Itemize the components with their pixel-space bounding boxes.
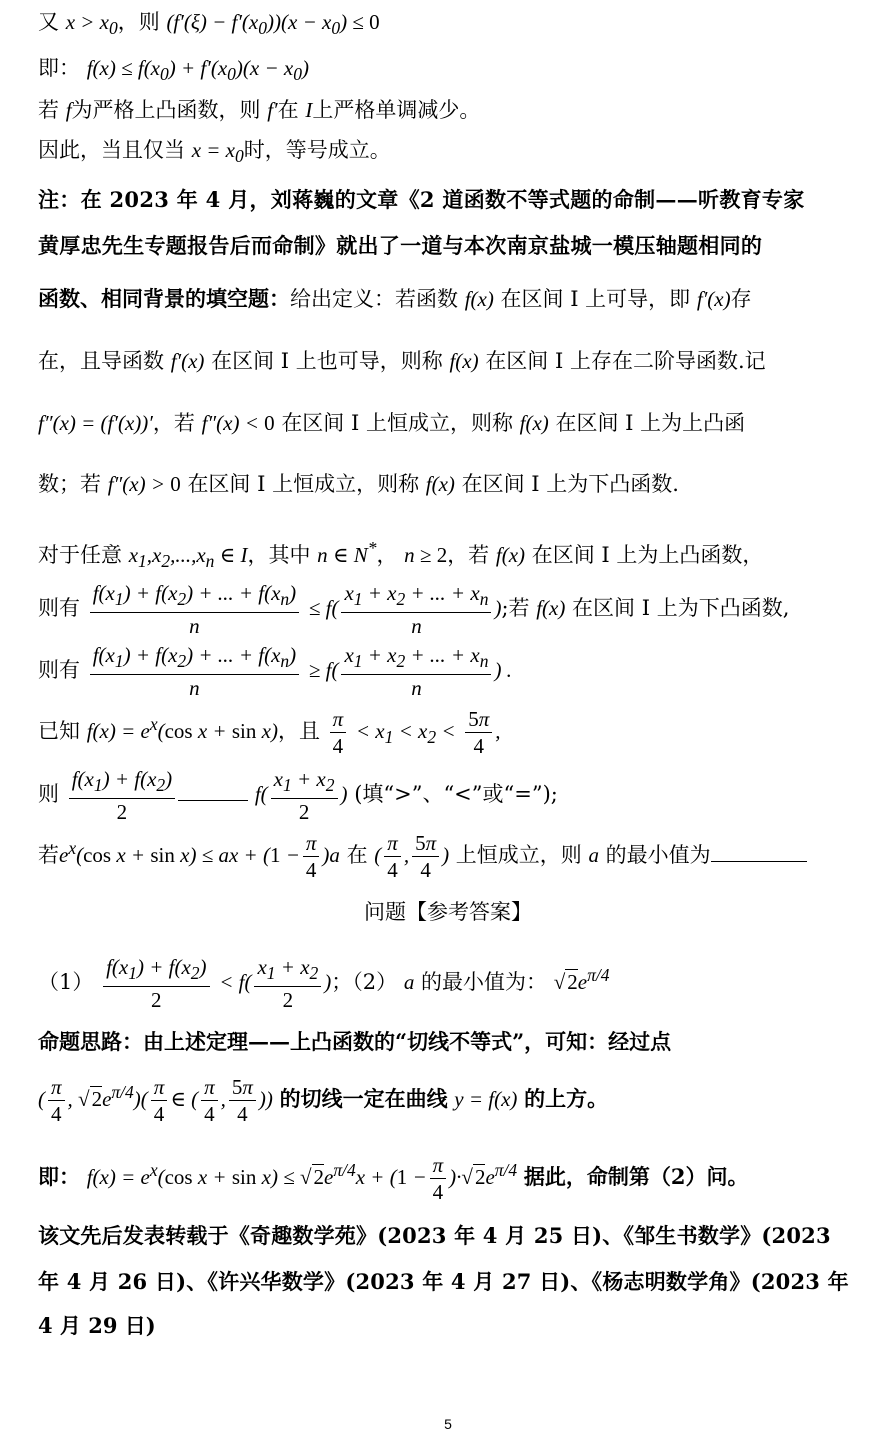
text: 给出定义：若函数: [290, 287, 458, 311]
math: f(x): [464, 287, 494, 311]
math: )a: [322, 843, 340, 867]
math: < f(: [219, 970, 252, 995]
math: $√2e^{\pi/4}$: [553, 965, 610, 995]
problem-line-1: [38, 534, 763, 575]
answer-blank: [178, 800, 248, 801]
math: $x = x_0$: [191, 138, 244, 167]
math: f: [65, 98, 72, 122]
math: f′(x): [170, 349, 205, 373]
text: ，且: [277, 719, 320, 743]
text: ，则: [117, 10, 160, 34]
math: y = f(x): [454, 1087, 518, 1111]
fraction: $\frac{\pi}{4}$: [48, 1074, 65, 1127]
idea-line-1: 命题思路：由上述定理——上凸函数的“切线不等式”，可知：经过点: [38, 1029, 672, 1054]
line-3: [38, 96, 480, 124]
text: 在区间 I 上恒成立，则称: [187, 472, 420, 496]
math: a: [588, 843, 599, 867]
fraction: $\frac{\pi}{4}$: [201, 1074, 218, 1127]
text: 又: [38, 10, 59, 34]
text: 的最小值为: [605, 843, 711, 867]
text: 即：: [38, 1164, 80, 1189]
problem-line-2: [38, 580, 789, 639]
math: $f(x) \le f(x_0) + f'(x_0)(x - x_0)$: [86, 56, 309, 85]
fraction: $\frac{\pi}{4}$: [151, 1074, 168, 1127]
line-4: [38, 136, 391, 170]
math: ): [442, 843, 450, 867]
math: $(f'(\xi) - f'(x_0))(x - x_0) \le 0$: [166, 10, 380, 39]
text: 因此，当且仅当: [38, 138, 185, 162]
math: ,: [495, 719, 501, 743]
math: f(: [254, 782, 268, 807]
math: f″(x) < 0: [201, 411, 275, 435]
math: ): [494, 596, 502, 621]
problem-line-5: [38, 766, 558, 825]
math: I: [305, 98, 313, 122]
line-2: [38, 54, 309, 88]
text: 的上方。: [524, 1086, 609, 1111]
math: ): [340, 782, 348, 807]
page-number: 5: [444, 1416, 452, 1432]
fraction: $\frac{\pi}{4}$: [384, 830, 401, 883]
text: 为严格上凸函数，则: [71, 98, 261, 122]
math: (: [374, 843, 382, 867]
math: , $√2e^{\pi/4}$)(: [67, 1082, 148, 1111]
math: n ∈ N*: [317, 538, 377, 567]
math: ) .: [494, 658, 512, 683]
text: 在区间 I 上也可导，则称: [211, 349, 443, 373]
math: f′(x): [696, 287, 731, 311]
math: ≤ f(: [308, 596, 339, 621]
text: 在，且导函数: [38, 349, 164, 373]
problem-line-3: [38, 642, 512, 701]
text: 在: [346, 843, 368, 867]
text: 若: [38, 98, 59, 122]
problem-line-6: [38, 830, 807, 883]
answer-blank: [711, 861, 807, 862]
text: 则有: [38, 658, 80, 683]
text: 在区间 I 上为下凸函数,: [572, 596, 790, 621]
math: )): [258, 1087, 273, 1111]
fraction: $\frac{\pi}{4}$: [430, 1152, 447, 1205]
text: 上恒成立，则: [455, 843, 582, 867]
math: $e^x(\cos$ x + sin x) ≤ ax + (1 −: [59, 838, 300, 867]
pub-line-2: 年 4 月 26 日)、《许兴华数学》(2023 年 4 月 27 日)、《杨志明数学角》(2023 年: [38, 1269, 849, 1294]
text: 在: [277, 98, 299, 122]
text: 则有: [38, 596, 80, 621]
text: 上严格单调减少。: [312, 98, 481, 122]
fraction: $\frac{5\pi}{4}$: [465, 706, 492, 759]
text: ，若: [152, 411, 195, 435]
text: 则: [38, 782, 59, 807]
text: 若: [38, 843, 59, 867]
fraction: $\frac{x_1 + x_2 + ... + x_n}{n}$: [341, 580, 491, 639]
math: $x > x_0$: [65, 10, 118, 39]
note-line-3: [38, 285, 752, 313]
note-line-5: [38, 409, 745, 437]
math: $f(x) = e^x(\cos$ $x + \sin x) \le √2e^{\pi/4}x + (1$ −: [86, 1160, 427, 1189]
note-line-4: [38, 347, 766, 375]
math: $x_1,x_2,...,x_n$ ∈ I: [128, 543, 248, 572]
fraction: $\frac{x_1 + x_2}{2}$: [254, 954, 321, 1013]
fraction: $\frac{\pi}{4}$: [303, 830, 320, 883]
math: f(x): [495, 543, 526, 567]
answer-line: [38, 954, 609, 1013]
fraction: $\frac{5\pi}{4}$: [412, 830, 439, 883]
text: (填“>”、“<”或“=”);: [354, 782, 558, 807]
fraction: $\frac{x_1 + x_2}{2}$: [271, 766, 338, 825]
pub-line-3: 4 月 29 日): [38, 1313, 156, 1338]
fraction: $\frac{5\pi}{4}$: [229, 1074, 256, 1127]
pub-line-1: 该文先后发表转载于《奇趣数学苑》(2023 年 4 月 25 日)、《邹生书数学》(2023: [38, 1223, 831, 1248]
math: a: [403, 970, 415, 995]
math: ): [324, 970, 332, 995]
math: ,: [403, 843, 410, 867]
text: 即：: [38, 56, 80, 80]
text: 已知: [38, 719, 80, 743]
fraction: $\frac{\pi}{4}$: [330, 706, 347, 759]
text: 在区间 I 上可导，即: [500, 287, 691, 311]
note-line-2: 黄厚忠先生专题报告后而命制》就出了一道与本次南京盐城一模压轴题相同的: [38, 233, 763, 258]
text: 在区间 I 上为上凸函: [555, 411, 746, 435]
fraction: $\frac{f(x_1) + f(x_2) + ... + f(x_n)}{n}$: [90, 642, 299, 701]
math: f(x): [425, 472, 455, 496]
text: 在区间 I 上为下凸函数.: [461, 472, 679, 496]
math: )$\cdot√2e^{\pi/4}$: [449, 1160, 518, 1189]
fraction: $\frac{f(x_1) + f(x_2)}{2}$: [103, 954, 209, 1013]
text: 在区间 I 上存在二阶导函数.记: [485, 349, 766, 373]
math: f′: [267, 98, 278, 122]
math: < $x_1 < x_2$ <: [355, 719, 456, 748]
math: ∈ (: [170, 1087, 199, 1111]
fraction: $\frac{x_1 + x_2 + ... + x_n}{n}$: [341, 642, 491, 701]
text: 函数、相同背景的填空题：: [38, 286, 290, 311]
text: ，若: [447, 543, 490, 567]
problem-line-4: [38, 706, 501, 759]
text: 时，等号成立。: [243, 138, 391, 162]
text: ，其中: [247, 543, 311, 567]
note-line-1: 注：在 2023 年 4 月，刘蒋巍的文章《2 道函数不等式题的命制——听教育专家: [38, 187, 805, 212]
answer-heading: 问题【参考答案】: [364, 900, 532, 924]
math: f″(x) > 0: [107, 472, 181, 496]
text: 在区间 I 上为上凸函数，: [531, 543, 764, 567]
fraction: $\frac{f(x_1) + f(x_2)}{2}$: [69, 766, 175, 825]
math: f(x): [519, 411, 549, 435]
text: ;若: [501, 596, 530, 621]
text: ；（2）: [331, 970, 398, 995]
math: n ≥ 2: [404, 543, 448, 567]
math: ,: [220, 1087, 226, 1111]
text: 的最小值为：: [421, 970, 548, 995]
idea-line-3: [38, 1152, 748, 1205]
math: (: [38, 1087, 45, 1111]
text: 据此，命制第（2）问。: [523, 1164, 749, 1189]
text: 对于任意: [38, 543, 122, 567]
math: f″(x) = (f′(x))′: [38, 411, 153, 435]
idea-line-2: [38, 1074, 608, 1127]
math: f(x): [536, 596, 566, 621]
text: 在区间 I 上恒成立，则称: [281, 411, 513, 435]
text: 存: [730, 287, 752, 311]
note-line-6: [38, 470, 679, 498]
text: 数；若: [38, 472, 101, 496]
line-1: [38, 8, 380, 42]
math: f(x): [449, 349, 479, 373]
text: ，: [376, 543, 398, 567]
math: ≥ f(: [308, 658, 339, 683]
text: 的切线一定在曲线: [279, 1086, 448, 1111]
text: （1）: [38, 970, 94, 995]
fraction: $\frac{f(x_1) + f(x_2) + ... + f(x_n)}{n}$: [90, 580, 299, 639]
math: $f(x) = e^x(\cos$ x + sin x): [86, 714, 278, 743]
